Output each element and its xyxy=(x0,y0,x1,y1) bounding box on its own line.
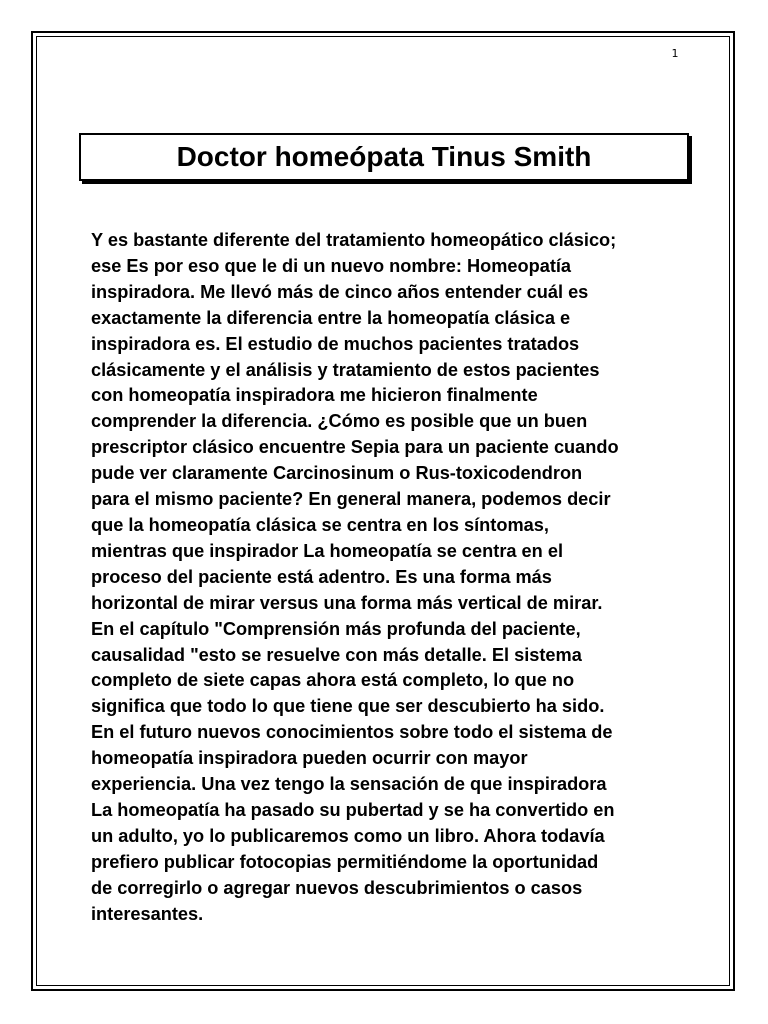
body-line: para el mismo paciente? En general manera, podemos decir xyxy=(91,489,611,510)
body-line: homeopatía inspiradora pueden ocurrir con mayor xyxy=(91,748,528,769)
body-line: mientras que inspirador La homeopatía se centra en el xyxy=(91,540,564,561)
body-line: inspiradora es. El estudio de muchos pacientes tratados xyxy=(91,333,580,354)
body-line: causalidad "esto se resuelve con más detalle. El sistema xyxy=(91,644,582,665)
page-title: Doctor homeópata Tinus Smith xyxy=(176,141,592,172)
body-line: significa que todo lo que tiene que ser descubierto ha sido. xyxy=(91,696,605,717)
body-line: clásicamente y el análisis y tratamiento de estos pacientes xyxy=(91,359,600,380)
body-line: un adulto, yo lo publicaremos como un libro. Ahora todavía xyxy=(91,825,605,846)
page-number: 1 xyxy=(671,47,679,60)
body-line: ese Es por eso que le di un nuevo nombre: Homeopatía xyxy=(91,255,572,276)
body-line: inspiradora. Me llevó más de cinco años entender cuál es xyxy=(91,281,589,302)
title-box xyxy=(79,133,689,181)
body-paragraph xyxy=(91,228,691,927)
body-line: experiencia. Una vez tengo la sensación de que inspiradora xyxy=(91,774,607,795)
body-line: de corregirlo o agregar nuevos descubrimientos o casos xyxy=(91,877,583,898)
body-line: proceso del paciente está adentro. Es una forma más xyxy=(91,566,552,587)
body-line: que la homeopatía clásica se centra en los síntomas, xyxy=(91,514,549,535)
body-line: exactamente la diferencia entre la homeopatía clásica e xyxy=(91,307,571,328)
body-line: La homeopatía ha pasado su pubertad y se ha convertido en xyxy=(91,799,615,820)
body-line: horizontal de mirar versus una forma más vertical de mirar. xyxy=(91,592,603,613)
body-line: con homeopatía inspiradora me hicieron finalmente xyxy=(91,385,538,406)
body-line: interesantes. xyxy=(91,903,204,924)
body-line: completo de siete capas ahora está completo, lo que no xyxy=(91,670,575,691)
body-line: comprender la diferencia. ¿Cómo es posible que un buen xyxy=(91,411,588,432)
body-line: En el futuro nuevos conocimientos sobre todo el sistema de xyxy=(91,722,613,743)
body-line: prescriptor clásico encuentre Sepia para un paciente cuando xyxy=(91,437,619,458)
body-line: En el capítulo "Comprensión más profunda del paciente, xyxy=(91,618,581,639)
body-line: prefiero publicar fotocopias permitiéndome la oportunidad xyxy=(91,851,599,872)
body-line: pude ver claramente Carcinosinum o Rus-toxicodendron xyxy=(91,463,583,484)
body-line: Y es bastante diferente del tratamiento homeopático clásico; xyxy=(91,230,617,250)
